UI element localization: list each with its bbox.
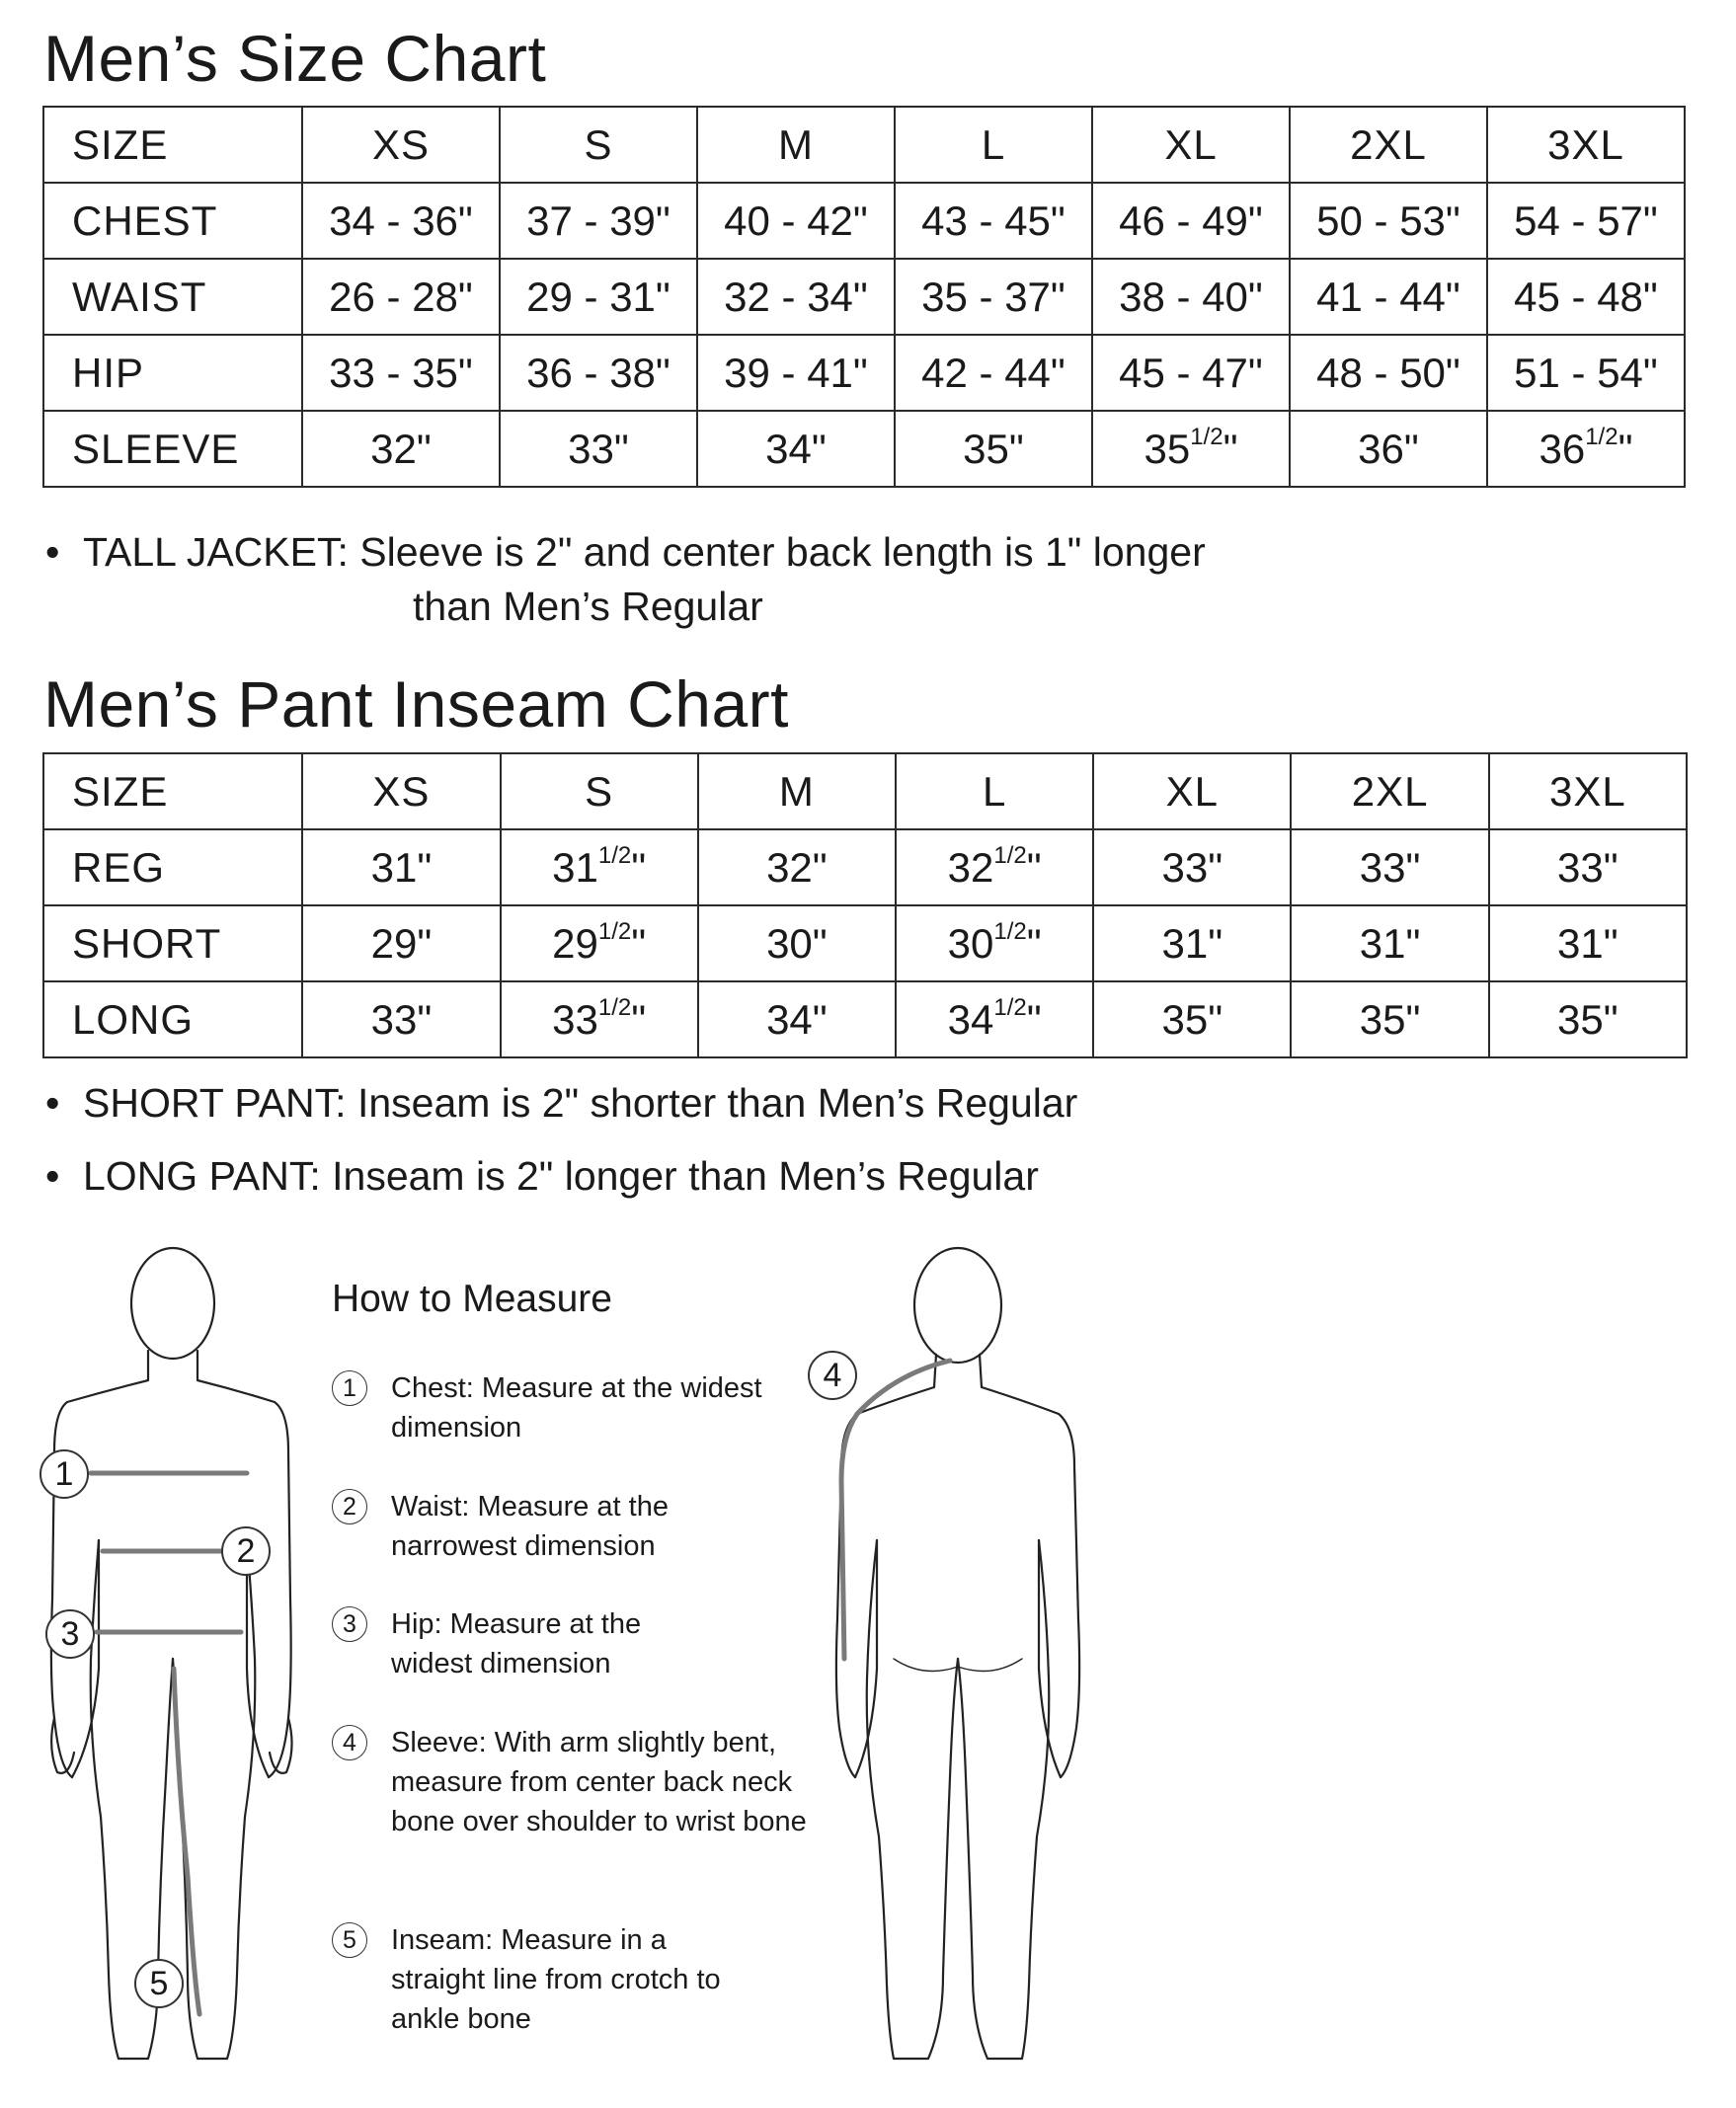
row-label: WAIST <box>43 259 302 335</box>
step-text: Sleeve: With arm slightly bent, measure from center back neck bone over shoulder to wrist bone <box>391 1727 807 1837</box>
table-cell: 38 - 40" <box>1092 259 1290 335</box>
callout-hip: 3 <box>45 1609 95 1659</box>
table-cell: $36^{1/2}$" <box>1487 411 1685 487</box>
table-cell: $33^{1/2}$" <box>501 981 698 1057</box>
table-cell: $30^{1/2}$" <box>896 905 1093 981</box>
table-cell: 35" <box>1093 981 1291 1057</box>
header-cell: L <box>895 107 1092 183</box>
table-cell: 34" <box>698 981 896 1057</box>
header-cell: S <box>501 753 698 829</box>
bullet: • <box>45 1153 60 1199</box>
step-number-icon: 2 <box>332 1489 367 1524</box>
callout-sleeve: 4 <box>808 1351 857 1400</box>
note-text: SHORT PANT: Inseam is 2" shorter than Men’s Regular <box>83 1080 1078 1126</box>
callout-chest: 1 <box>39 1449 89 1499</box>
table-cell: 46 - 49" <box>1092 183 1290 259</box>
header-cell: 3XL <box>1487 107 1685 183</box>
header-cell: 3XL <box>1489 753 1687 829</box>
callout-inseam: 5 <box>134 1959 184 2008</box>
table-cell: 36 - 38" <box>500 335 697 411</box>
table-cell: 45 - 48" <box>1487 259 1685 335</box>
table-cell: 54 - 57" <box>1487 183 1685 259</box>
sleeve-measure-line <box>841 1361 950 1659</box>
table-cell: $32^{1/2}$" <box>896 829 1093 905</box>
table-cell: 33" <box>302 981 500 1057</box>
table-cell: 48 - 50" <box>1290 335 1487 411</box>
table-cell: 31" <box>1291 905 1488 981</box>
table-cell: 32" <box>302 411 500 487</box>
table-cell: 32 - 34" <box>697 259 895 335</box>
note-text: Sleeve is 2" and center back length is 1" longer <box>348 529 1206 575</box>
table-cell: 33" <box>1291 829 1488 905</box>
table-cell: $34^{1/2}$" <box>896 981 1093 1057</box>
row-label: SHORT <box>43 905 302 981</box>
table-cell: 35 - 37" <box>895 259 1092 335</box>
table-cell: $29^{1/2}$" <box>501 905 698 981</box>
front-body-outline <box>51 1248 292 2059</box>
table-cell: 35" <box>1291 981 1488 1057</box>
header-cell: L <box>896 753 1093 829</box>
bullet: • <box>45 529 60 575</box>
step-number-icon: 1 <box>332 1370 367 1406</box>
table-cell: 33" <box>500 411 697 487</box>
table-cell: 31" <box>1489 905 1687 981</box>
step-text: Hip: Measure at the widest dimension <box>391 1608 642 1679</box>
table-cell: 43 - 45" <box>895 183 1092 259</box>
row-label: SLEEVE <box>43 411 302 487</box>
table-cell: 42 - 44" <box>895 335 1092 411</box>
table-cell: 34" <box>697 411 895 487</box>
note-text: LONG PANT: Inseam is 2" longer than Men’s Regular <box>83 1153 1039 1199</box>
table-cell: 40 - 42" <box>697 183 895 259</box>
header-cell: 2XL <box>1291 753 1488 829</box>
step-number-icon: 3 <box>332 1606 367 1642</box>
table-cell: 29" <box>302 905 500 981</box>
table-cell: 31" <box>1093 905 1291 981</box>
table-cell: 26 - 28" <box>302 259 500 335</box>
step-text: Chest: Measure at the widest dimension <box>391 1372 762 1444</box>
table-cell: $35^{1/2}$" <box>1092 411 1290 487</box>
row-label: REG <box>43 829 302 905</box>
header-cell: 2XL <box>1290 107 1487 183</box>
table-cell: 32" <box>698 829 896 905</box>
size-chart-title: Men’s Size Chart <box>43 22 547 95</box>
header-cell: XL <box>1093 753 1291 829</box>
row-label: LONG <box>43 981 302 1057</box>
bullet: • <box>45 1080 60 1126</box>
table-cell: 51 - 54" <box>1487 335 1685 411</box>
table-cell: 33 - 35" <box>302 335 500 411</box>
header-cell: SIZE <box>43 753 302 829</box>
note-label: TALL JACKET: <box>83 529 349 575</box>
header-cell: XS <box>302 753 500 829</box>
header-cell: S <box>500 107 697 183</box>
table-cell: 29 - 31" <box>500 259 697 335</box>
header-cell: XL <box>1092 107 1290 183</box>
step-number-icon: 5 <box>332 1922 367 1958</box>
step-number-icon: 4 <box>332 1725 367 1760</box>
measurement-lines <box>91 1361 950 2014</box>
table-cell: 39 - 41" <box>697 335 895 411</box>
row-label: CHEST <box>43 183 302 259</box>
row-label: HIP <box>43 335 302 411</box>
header-cell: XS <box>302 107 500 183</box>
header-cell: SIZE <box>43 107 302 183</box>
table-cell: 35" <box>895 411 1092 487</box>
table-cell: 41 - 44" <box>1290 259 1487 335</box>
table-cell: 37 - 39" <box>500 183 697 259</box>
table-cell: 30" <box>698 905 896 981</box>
header-cell: M <box>698 753 896 829</box>
table-cell: 33" <box>1093 829 1291 905</box>
step-text: Inseam: Measure in a straight line from crotch to ankle bone <box>391 1924 721 2035</box>
table-cell: 50 - 53" <box>1290 183 1487 259</box>
table-cell: 33" <box>1489 829 1687 905</box>
table-cell: 45 - 47" <box>1092 335 1290 411</box>
callout-waist: 2 <box>221 1526 271 1576</box>
table-cell: 35" <box>1489 981 1687 1057</box>
how-to-measure-title: How to Measure <box>332 1278 612 1320</box>
note-text-continued: than Men’s Regular <box>413 584 763 629</box>
table-cell: 36" <box>1290 411 1487 487</box>
table-cell: $31^{1/2}$" <box>501 829 698 905</box>
pant-chart-title: Men’s Pant Inseam Chart <box>43 667 789 741</box>
back-body-outline <box>836 1248 1079 2059</box>
header-cell: M <box>697 107 895 183</box>
table-cell: 31" <box>302 829 500 905</box>
step-text: Waist: Measure at the narrowest dimension <box>391 1491 669 1562</box>
table-cell: 34 - 36" <box>302 183 500 259</box>
